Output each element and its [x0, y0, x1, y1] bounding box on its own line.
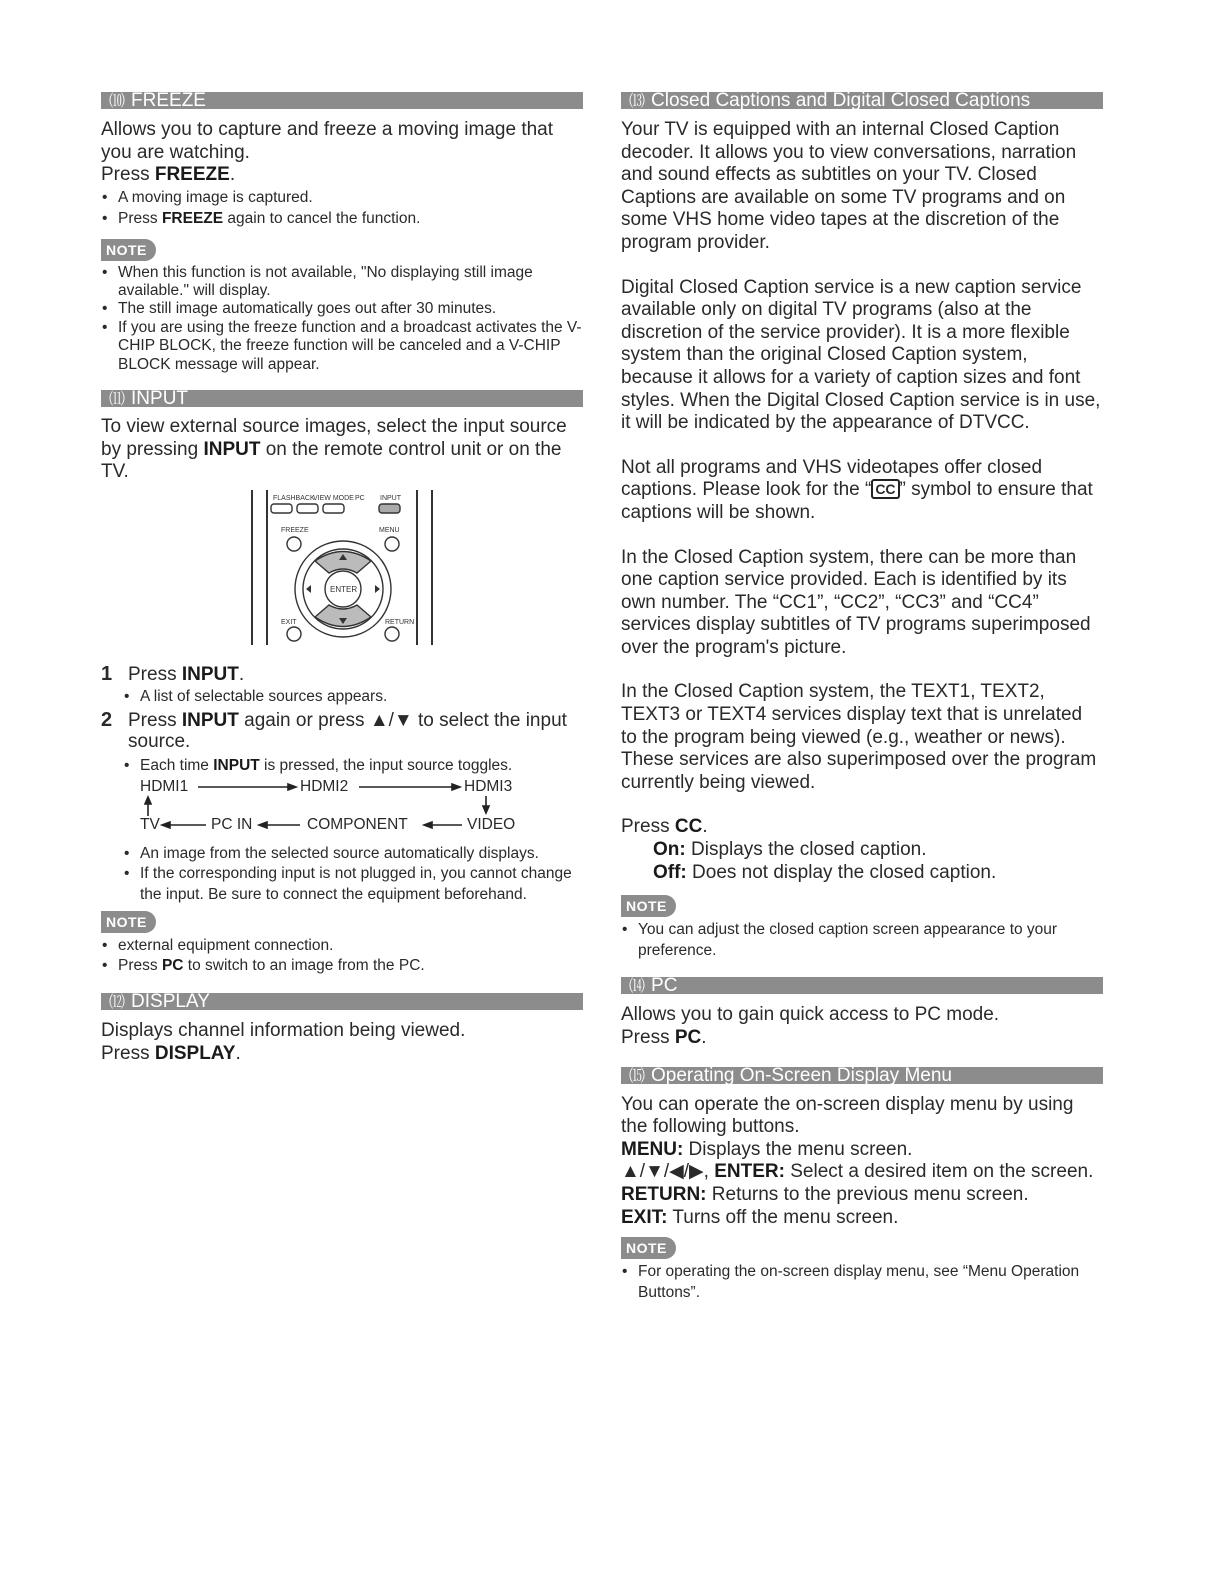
text: Press — [118, 210, 162, 228]
key-name: MENU: — [621, 1138, 684, 1160]
pc-press-line — [621, 1027, 1103, 1050]
section-title: Closed Captions and Digital Closed Captions — [651, 92, 1031, 109]
text: . — [238, 663, 245, 685]
list-item: • If the corresponding input is not plugged in, you cannot change the input. Be sure to connect the equipment beforehand. — [123, 864, 583, 905]
key-name: FREEZE — [154, 164, 230, 186]
step-1 — [101, 664, 583, 685]
key-name: FREEZE — [161, 210, 224, 228]
left-arrow-icon — [306, 585, 311, 593]
cc-paragraph-2: Digital Closed Caption service is a new caption service available only on digital TV programs (also at the discretion of the service provider). It is a more flexible system than the original Closed Caption system, because it allows for a variety of caption sizes and font styles. When the Digital Closed Caption service is in use, it will be indicated by the appearance of DTVCC. — [621, 276, 1101, 434]
key-name: DISPLAY — [154, 1043, 236, 1064]
flashback-button — [271, 504, 292, 513]
section-title: Operating On-Screen Display Menu — [651, 1066, 952, 1084]
cc-on-option — [621, 839, 1103, 862]
list-item — [101, 956, 583, 976]
flow-tv: TV — [140, 815, 160, 833]
key-name: ENTER: — [714, 1161, 785, 1183]
text: . — [701, 1027, 707, 1048]
list-item: • A moving image is captured. — [101, 189, 583, 207]
text: Returns to the previous menu screen. — [706, 1183, 1029, 1205]
text: again to cancel the function. — [223, 210, 421, 228]
arrow-keys: ▲/▼/◀/▶, — [621, 1161, 715, 1183]
text: Press — [128, 663, 182, 685]
list-item: • An image from the selected source automatically displays. — [123, 844, 583, 865]
step-2-more-bullets — [123, 844, 583, 906]
option-label: Off: — [653, 861, 687, 883]
return-button — [385, 627, 399, 641]
note-badge: NOTE — [101, 239, 156, 261]
input-notes — [101, 936, 583, 976]
pc-intro: Allows you to gain quick access to PC mode. — [621, 1004, 1000, 1026]
text: Press — [118, 957, 162, 975]
viewmode-button — [297, 504, 318, 513]
menu-label: MENU — [379, 526, 400, 534]
list-item: • For operating the on-screen display menu, see “Menu Operation Buttons”. — [621, 1262, 1103, 1303]
text: on the remote control unit or on the TV. — [101, 438, 562, 483]
section-number: ⑾ — [109, 391, 126, 408]
option-label: On: — [653, 839, 686, 861]
cc-off-option — [621, 862, 1103, 885]
menu-button — [385, 537, 399, 551]
cc-section-header — [621, 92, 1103, 109]
right-arrow-icon — [375, 585, 380, 593]
step-1-bullets — [123, 688, 583, 706]
freeze-press-line — [101, 164, 583, 187]
text: is pressed, the input source toggles. — [259, 757, 513, 775]
freeze-intro: Allows you to capture and freeze a moving image that you are watching. — [101, 119, 554, 163]
input-intro — [101, 416, 583, 484]
return-label: RETURN — [385, 618, 415, 626]
input-source-flow — [140, 778, 583, 834]
text: Each time — [140, 757, 214, 775]
list-item — [101, 210, 583, 228]
key-name: INPUT — [213, 757, 260, 775]
remote-control-illustration — [101, 490, 583, 650]
cc-paragraph-1: Your TV is equipped with an internal Closed Caption decoder. It allows you to view conversations, narration and sound effects as subtitles on your TV. Closed Captions are available on some TV programs and on some VHS home video tapes at the discretion of the program provider. — [621, 119, 1077, 253]
freeze-notes — [101, 264, 583, 374]
flow-hdmi1: HDMI1 — [140, 777, 189, 795]
step-number: 2 — [101, 709, 113, 732]
note-badge: NOTE — [101, 911, 156, 933]
freeze-bullets — [101, 189, 583, 229]
cc-paragraph-3 — [621, 457, 1103, 525]
step-2 — [101, 710, 583, 752]
text: Press — [621, 816, 675, 838]
osd-intro: You can operate the on-screen display menu by using the following buttons. — [621, 1093, 1074, 1138]
cc-symbol-icon: CC — [871, 479, 899, 499]
text: To view external source images, select the input source by pressing — [101, 416, 567, 460]
section-number: ⑿ — [109, 994, 126, 1011]
pc-label: PC — [355, 494, 365, 502]
text: . — [702, 816, 708, 838]
text: Press — [101, 164, 155, 186]
key-name: PC — [674, 1027, 702, 1048]
display-section-header — [101, 993, 583, 1010]
flow-video: VIDEO — [467, 815, 516, 833]
key-name: CC — [674, 816, 703, 838]
osd-enter-line — [621, 1161, 1103, 1184]
section-title: DISPLAY — [131, 993, 210, 1011]
key-name: RETURN: — [621, 1183, 707, 1205]
note-badge: NOTE — [621, 1237, 676, 1259]
freeze-label: FREEZE — [281, 526, 309, 534]
text: . — [229, 164, 236, 186]
exit-button — [287, 627, 301, 641]
key-name: INPUT — [181, 663, 239, 685]
section-title: FREEZE — [131, 92, 206, 109]
cc-paragraph-5: In the Closed Caption system, the TEXT1, TEXT2, TEXT3 or TEXT4 services display text that is unrelated to the program being viewed (e.g., weather or news). These services are also superimposed over the program currently being viewed. — [621, 681, 1097, 793]
cc-notes — [621, 920, 1103, 961]
cc-paragraph-4: In the Closed Caption system, there can be more than one caption service provided. Each is identified by its own number. The “CC1”, “CC2”, “CC3” and “CC4” services display subtitles of TV programs superimposed over the program's picture. — [621, 546, 1091, 658]
input-button — [379, 504, 400, 513]
cc-press-line — [621, 816, 1103, 839]
key-name: EXIT: — [621, 1206, 668, 1228]
section-title: INPUT — [131, 390, 189, 408]
note-badge: NOTE — [621, 895, 676, 917]
viewmode-label: VIEW MODE — [313, 494, 354, 502]
key-name: INPUT — [203, 438, 261, 460]
freeze-section-header — [101, 92, 583, 109]
osd-section-header — [621, 1067, 1103, 1084]
list-item: • If you are using the freeze function and a broadcast activates the V-CHIP BLOCK, the freeze function will be canceled and a V-CHIP BLOCK message will appear. — [101, 319, 583, 374]
step-number: 1 — [101, 662, 113, 685]
text: Displays the closed caption. — [685, 839, 927, 861]
flow-arrows — [140, 778, 560, 834]
text: Press — [101, 1043, 155, 1064]
freeze-button — [287, 537, 301, 551]
section-number: ⒂ — [629, 1067, 646, 1084]
text: ” symbol to ensure that captions will be shown. — [621, 479, 1093, 523]
flashback-label: FLASHBACK — [273, 494, 315, 502]
exit-label: EXIT — [281, 618, 297, 626]
text: Press — [621, 1027, 675, 1048]
text: Press — [128, 710, 182, 732]
flow-hdmi2: HDMI2 — [300, 777, 349, 795]
osd-exit-line — [621, 1207, 1103, 1230]
osd-menu-line — [621, 1139, 1103, 1162]
text: . — [235, 1043, 241, 1064]
text: Not all programs and VHS videotapes offer closed captions. Please look for the “ — [621, 456, 1043, 501]
flow-pc-in: PC IN — [211, 815, 253, 833]
list-item — [123, 757, 583, 775]
section-number: ⑽ — [109, 93, 126, 109]
osd-return-line — [621, 1184, 1103, 1207]
input-section-header — [101, 390, 583, 407]
section-number: ⒀ — [629, 93, 646, 109]
display-press-line — [101, 1043, 583, 1066]
left-column — [101, 92, 583, 1066]
input-label: INPUT — [380, 494, 401, 502]
display-intro: Displays channel information being viewed. — [101, 1020, 466, 1042]
step-2-bullets — [123, 757, 583, 775]
list-item: • When this function is not available, "No displaying still image available." will display. — [101, 264, 583, 301]
pc-button — [323, 504, 344, 513]
enter-label: ENTER — [330, 584, 358, 594]
list-item: • The still image automatically goes out after 30 minutes. — [101, 300, 583, 318]
flow-hdmi3: HDMI3 — [464, 777, 513, 795]
list-item: • external equipment connection. — [101, 936, 583, 956]
text: Does not display the closed caption. — [686, 861, 997, 883]
text: Select a desired item on the screen. — [784, 1161, 1094, 1183]
key-name: INPUT — [181, 710, 239, 732]
text: to switch to an image from the PC. — [183, 957, 425, 975]
flow-component: COMPONENT — [307, 815, 408, 833]
text: Turns off the menu screen. — [667, 1206, 899, 1228]
text: again or press ▲/▼ to select the input source. — [128, 710, 567, 753]
section-number: ⒁ — [629, 978, 646, 995]
list-item: • You can adjust the closed caption screen appearance to your preference. — [621, 920, 1103, 961]
pc-section-header — [621, 977, 1103, 994]
text: Displays the menu screen. — [683, 1138, 913, 1160]
osd-notes — [621, 1262, 1103, 1303]
right-column — [621, 92, 1103, 1303]
list-item: • A list of selectable sources appears. — [123, 688, 583, 706]
section-title: PC — [651, 977, 678, 995]
key-name: PC — [161, 957, 184, 975]
